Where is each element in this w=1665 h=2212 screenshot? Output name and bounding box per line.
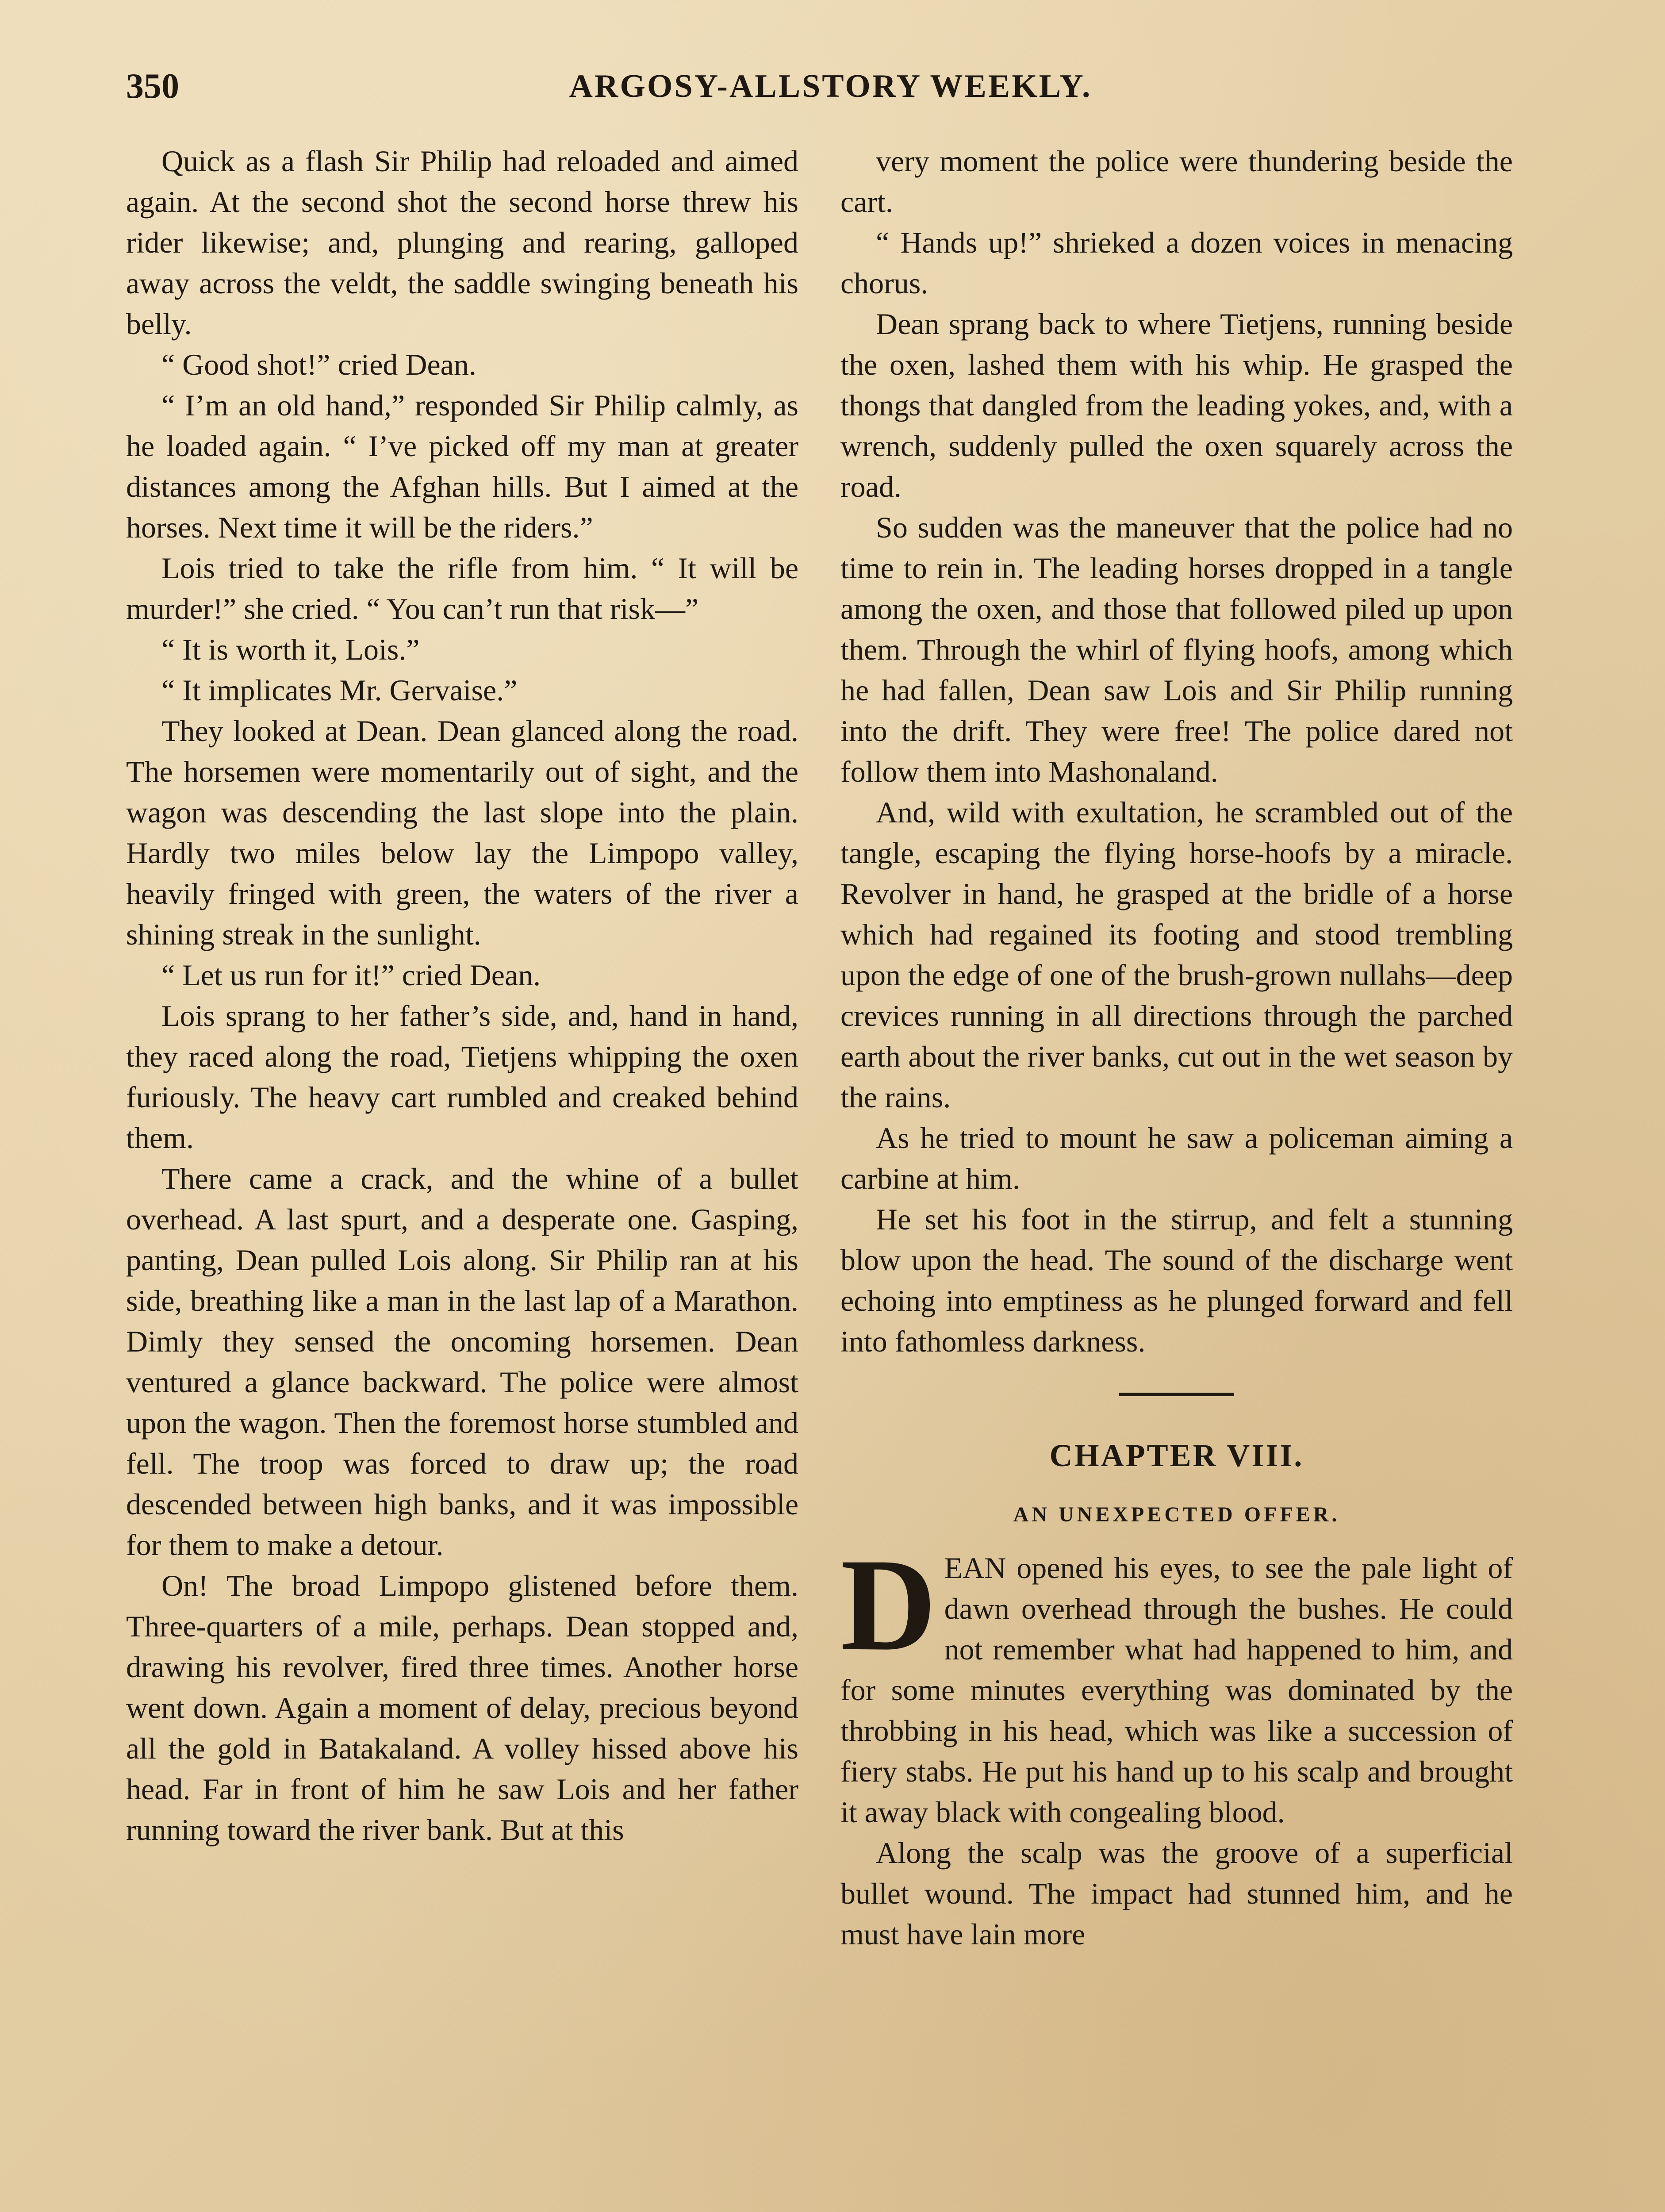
paragraph: Lois sprang to her father’s side, and, hand in hand, they raced along the road, Tietjens whipping the oxen furiously. The heavy cart rumbled and creaked behind them. xyxy=(126,999,798,1155)
section-divider xyxy=(1119,1393,1234,1396)
paragraph: On! The broad Limpopo glistened before them. Three-quarters of a mile, perhaps. Dean stopped and, drawing his revolver, fired three times. Another horse went down. Again a moment of delay, precious beyond all the gold in Batakaland. A volley hissed above his head. Far in front of him he saw Lois and her father running toward the river bank. But at this xyxy=(126,1569,798,1847)
paragraph: Lois tried to take the rifle from him. “ It will be murder!” she cried. “ You can’t run that risk—” xyxy=(126,551,798,626)
paragraph: “ I’m an old hand,” responded Sir Philip calmly, as he loaded again. “ I’ve picked off my man at greater distances among the Afghan hills. But I aimed at the horses. Next time it will be the riders.” xyxy=(126,388,798,544)
paragraph: “ Let us run for it!” cried Dean. xyxy=(161,958,541,992)
paragraph: There came a crack, and the whine of a bullet overhead. A last spurt, and a desperate one. Gasping, panting, Dean pulled Lois along. Sir Philip ran at his side, breathing like a man in the last lap of a Marathon. Dimly they sensed the oncoming horsemen. Dean ventured a glance backward. The police were almost upon the wagon. Then the foremost horse stumbled and fell. The troop was forced to draw up; the road descended between high banks, and it was impossible for them to make a detour. xyxy=(126,1162,798,1562)
paragraph: Dean sprang back to where Tietjens, running beside the oxen, lashed them with his whip. He grasped the thongs that dangled from the leading yokes, and, with a wrench, suddenly pulled the oxen squarely across the road. xyxy=(840,307,1513,503)
chapter-opening-paragraph xyxy=(840,1531,1513,1832)
paragraph: “ Good shot!” cried Dean. xyxy=(161,348,476,381)
paragraph: “ Hands up!” shrieked a dozen voices in menacing chorus. xyxy=(840,226,1513,300)
drop-cap: D xyxy=(840,1531,936,1678)
opening-text: EAN opened his eyes, to see the pale light of dawn overhead through the bushes. He could not remember what had happened to him, and for some minutes everything was dominated by the throbbing in his head, which was like a succession of fiery stabs. He put his hand up to his scalp and brought it away black with congealing blood. xyxy=(840,1551,1513,1829)
left-column xyxy=(126,141,798,1850)
page-number: 350 xyxy=(126,67,179,106)
paragraph: He set his foot in the stirrup, and felt a stunning blow upon the head. The sound of the discharge went echoing into emptiness as he plunged forward and fell into fathomless darkness. xyxy=(840,1202,1513,1358)
right-column xyxy=(840,141,1513,1955)
paragraph: So sudden was the maneuver that the police had no time to rein in. The leading horses dropped in a tangle among the oxen, and those that followed piled up upon them. Through the whirl of flying hoofs, among which he had fallen, Dean saw Lois and Sir Philip running into the drift. They were free! The police dared not follow them into Mashonaland. xyxy=(840,511,1513,788)
paragraph: They looked at Dean. Dean glanced along the road. The horsemen were momentarily out of sight, and the wagon was descending the last slope into the plain. Hardly two miles below lay the Limpopo valley, heavily fringed with green, the waters of the river a shining streak in the sunlight. xyxy=(126,714,798,951)
page-header xyxy=(126,62,1535,111)
paragraph: And, wild with exultation, he scrambled out of the tangle, escaping the flying horse-hoofs by a miracle. Revolver in hand, he grasped at the bridle of a horse which had regained its footing and stood trembling upon the edge of one of the brush-grown nullahs—deep crevices running in all directions through the parched earth about the river banks, cut out in the wet season by the rains. xyxy=(840,795,1513,1114)
chapter-subtitle: AN UNEXPECTED OFFER. xyxy=(1013,1503,1340,1526)
paragraph: very moment the police were thundering beside the cart. xyxy=(840,144,1513,219)
chapter-title: CHAPTER VIII. xyxy=(1049,1438,1304,1473)
running-head: ARGOSY-ALLSTORY WEEKLY. xyxy=(569,68,1092,104)
paragraph: Along the scalp was the groove of a superficial bullet wound. The impact had stunned him, and he must have lain more xyxy=(840,1836,1513,1951)
paragraph: “ It implicates Mr. Gervaise.” xyxy=(161,673,518,707)
paragraph: “ It is worth it, Lois.” xyxy=(161,633,420,666)
paragraph: Quick as a flash Sir Philip had reloaded and aimed again. At the second shot the second horse threw his rider likewise; and, plunging and rearing, galloped away across the veldt, the saddle swinging beneath his belly. xyxy=(126,144,798,341)
paragraph: As he tried to mount he saw a policeman aiming a carbine at him. xyxy=(840,1121,1513,1195)
